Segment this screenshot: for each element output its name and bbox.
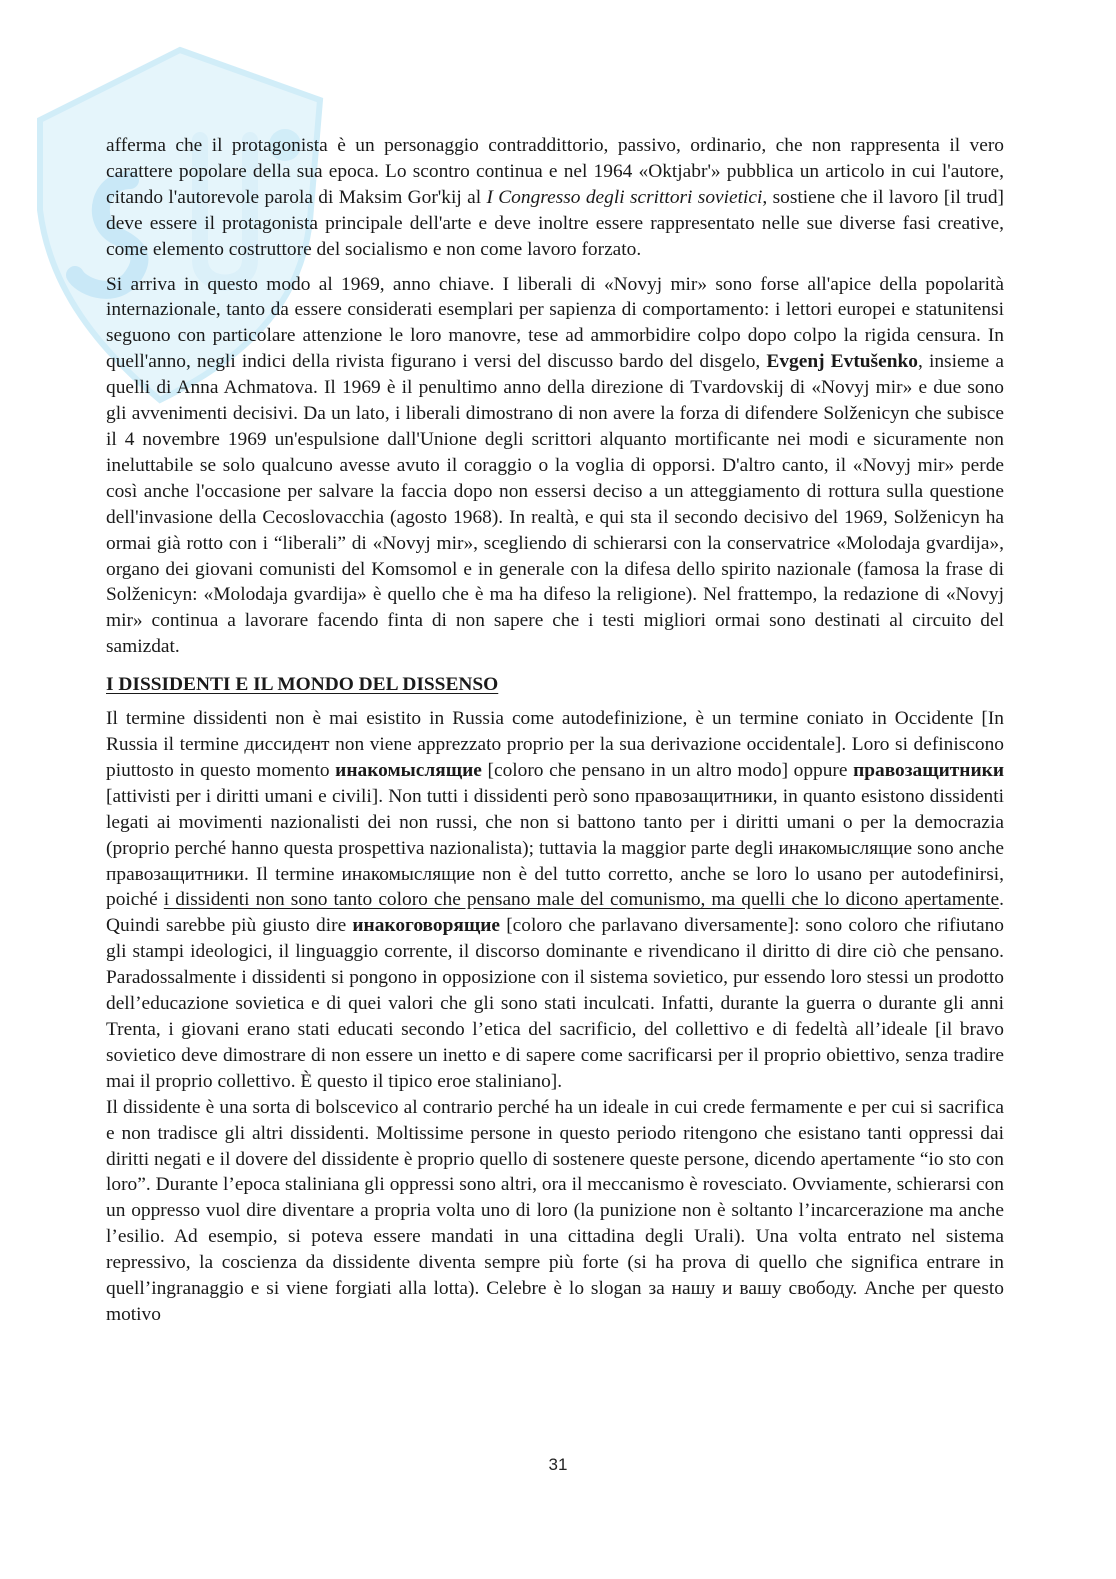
page-number: 31 xyxy=(548,1455,568,1474)
body-paragraphs-section xyxy=(106,706,1004,1328)
bold-term: инакоговорящие xyxy=(352,915,501,937)
page-content xyxy=(106,133,1004,1337)
text-run: . Quindi sarebbe più giusto dire xyxy=(106,889,1004,937)
bold-term: правозащитники xyxy=(853,759,1004,781)
text-run: , insieme a quelli di Anna Achmatova. Il 1969 è il penultimo anno della direzione di Tvardovskij di «Novyj mir» e due sono gli avvenimenti decisivi. Da un lato, i liberali dimostrano di non avere la forza di difendere Solženicyn che subisce il 4 novembre 1969 un'espulsione dall'Unione degli scrittori alquanto mortificante nei modi e sicuramente non ineluttabile se solo qualcuno avesse avuto il coraggio o la voglia di opporsi. D'altro canto, il «Novyj mir» perde così anche l'occasione per salvare la faccia dopo non essersi deciso a un atteggiamento di rottura sulla questione dell'invasione della Cecoslovacchia (agosto 1968). In realtà, e qui sta il secondo decisivo del 1969, Solženicyn ha ormai già rotto con i “liberali” di «Novyj mir», scegliendo di schierarsi con la conservatrice «Molodaja gvardija», organo dei giovani comunisti del Komsomol e in generale con la difesa dello spirito nazionale (famosa la frase di Solženicyn: «Molodaja gvardija» è quello che è ma ha difeso la religione). Nel frattempo, la redazione di «Novyj mir» continua a lavorare facendo finta di non sapere che i testi migliori ormai sono destinati al circuito del samizdat. xyxy=(106,351,1004,658)
text-run: Il termine dissidenti non è mai esistito in Russia come autodefinizione, è un termine coniato in Occidente [In Russia il termine диссидент non viene apprezzato proprio per la sua derivazione occidentale]. Loro si definiscono piuttosto in questo momento xyxy=(106,708,1004,781)
text-run: [coloro che pensano in un altro modo] oppure xyxy=(481,759,854,781)
italic-title: I Congresso degli scrittori sovietici xyxy=(486,186,763,208)
underlined-phrase: i dissidenti non sono tanto coloro che pensano male del comunismo, ma quelli che lo dicono apertamente xyxy=(163,889,1000,911)
body-paragraph xyxy=(106,133,1004,263)
body-paragraph xyxy=(106,1095,1004,1328)
body-paragraph xyxy=(106,706,1004,1095)
text-run: , sostiene che il lavoro [il trud] deve essere il protagonista principale dell'arte e deve inoltre essere rappresentato nelle sue diverse fasi creative, come elemento costruttore del socialismo e non come lavoro forzato. xyxy=(106,186,1004,260)
text-run: Si arriva in questo modo al 1969, anno chiave. I liberali di «Novyj mir» sono forse all'apice della popolarità internazionale, tanto da essere considerati esemplari per sapienza di comportamento: i lettori europei e statunitensi seguono con particolare attenzione le loro manovre, tese ad ammorbidire colpo dopo colpo la rigida censura. In quell'anno, negli indici della rivista figurano i versi del discusso bardo del disgelo, xyxy=(106,273,1004,373)
section-heading: I DISSIDENTI E IL MONDO DEL DISSENSO xyxy=(106,674,499,696)
text-run: [attivisti per i diritti umani e civili]. Non tutti i dissidenti però sono правозащитники, in quanto esistono dissidenti legati ai movimenti nazionalisti dei non russi, che non si battono tanto per i diritti umani o per la democrazia (proprio perché hanno questa prospettiva nazionalista); tuttavia la maggior parte degli инакомыслящие sono anche правозащитники. Il termine инакомыслящие non è del tutto corretto, anche se loro lo usano per autodefinirsi, poiché xyxy=(106,785,1004,911)
text-run: Il dissidente è una sorta di bolscevico al contrario perché ha un ideale in cui crede fermamente e per cui si sacrifica e non tradisce gli altri dissidenti. Moltissime persone in questo periodo ritengono che esistano tanti oppressi dai diritti negati e il dovere del dissidente è proprio quello di sostenere queste persone, dicendo apertamente “io sto con loro”. Durante l’epoca staliniana gli oppressi sono altri, ora il meccanismo è rovesciato. Ovviamente, schierarsi con un oppresso vuol dire diventare a propria volta uno di loro (la punizione non è soltanto l’incarcerazione ma anche l’esilio. Ad esempio, si poteva essere mandati in una cittadina degli Urali). Una volta entrato nel sistema repressivo, la coscienza da dissidente diventa sempre più forte (si ha prova di quello che significa entrare in quell’ingranaggio e si viene forgiati alla lotta). Celebre è lo slogan за нашу и вашу свободу. Anche per questo motivo xyxy=(106,1096,1004,1325)
body-paragraph xyxy=(106,272,1004,661)
bold-term: инакомыслящие xyxy=(335,759,482,781)
text-run: afferma che il protagonista è un personaggio contraddittorio, passivo, ordinario, che non rappresenta il vero carattere popolare della sua epoca. Lo scontro continua e nel 1964 «Oktjabr'» pubblica un articolo in cui l'autore, citando l'autorevole parola di Maksim Gor'kij al xyxy=(106,135,1004,208)
bold-term: Evgenj Evtušenko xyxy=(766,351,918,373)
body-paragraphs-top xyxy=(106,133,1004,660)
text-run: [coloro che parlavano diversamente]: sono coloro che rifiutano gli stampi ideologici, il linguaggio corrente, il discorso dominante e rivendicano il diritto di dire ciò che pensano. Paradossalmente i dissidenti si pongono in opposizione con il sistema sovietico, pur essendo loro stessi un prodotto dell’educazione sovietica e di quei valori che gli sono stati inculcati. Infatti, durante la guerra o durante gli anni Trenta, i giovani erano stati educati secondo l’etica del sacrificio, del collettivo e di fedeltà all’ideale [il bravo sovietico deve dimostrare di non essere un inetto e di sapere come sacrificarsi per il proprio obiettivo, senza tradire mai il proprio collettivo. È questo il tipico eroe staliniano]. xyxy=(106,915,1004,1092)
